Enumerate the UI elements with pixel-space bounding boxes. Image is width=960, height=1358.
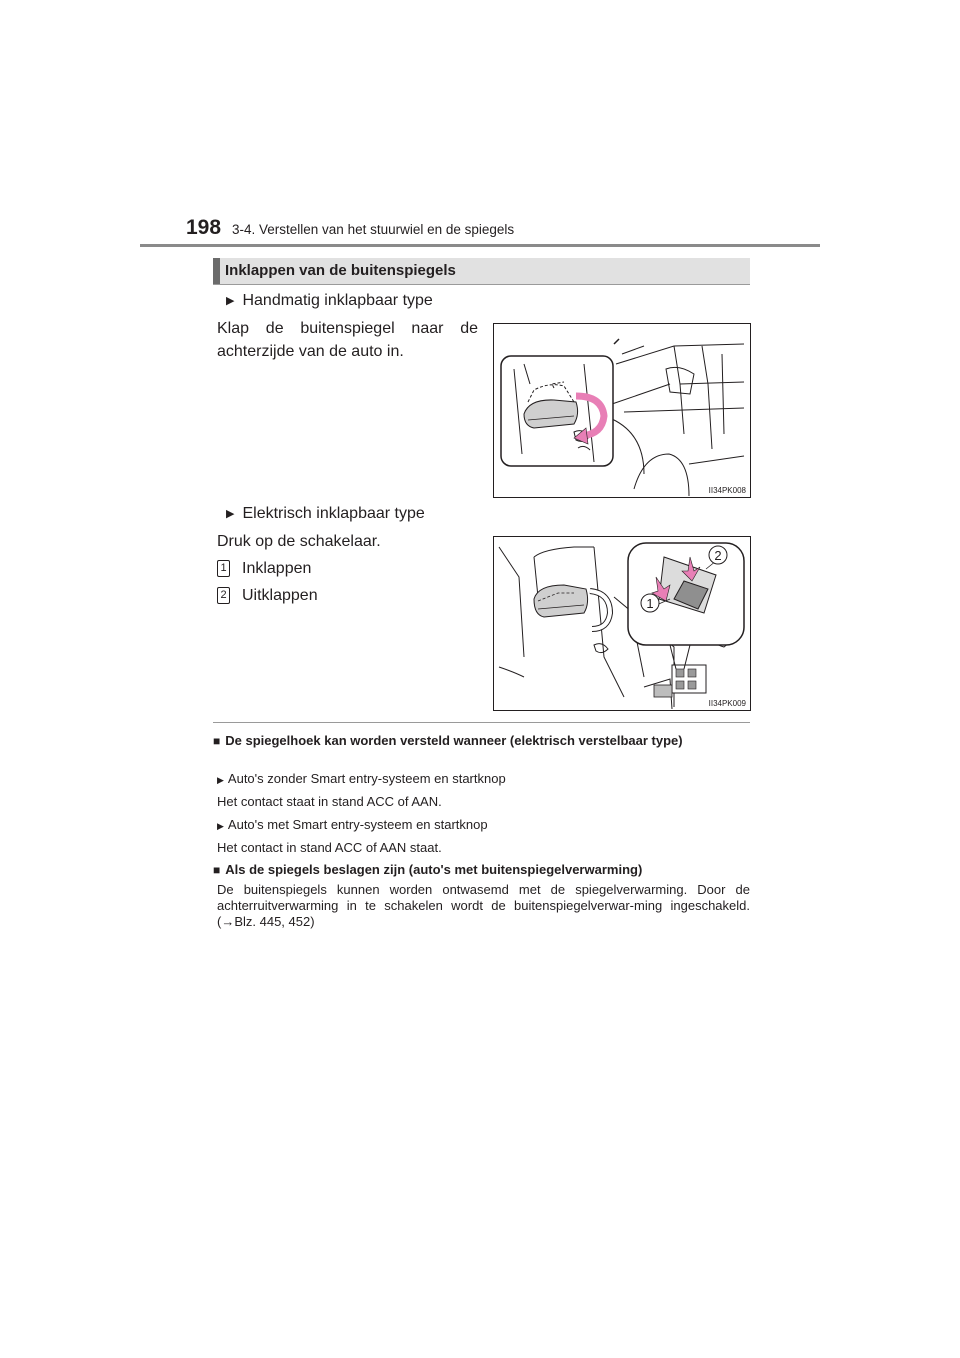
triangle-bullet-icon: ▶	[226, 508, 235, 520]
figure-code: II34PK008	[708, 486, 746, 495]
section-title: Inklappen van de buitenspiegels	[225, 262, 456, 279]
manual-type-instruction-line1: Klap de buitenspiegel naar de	[217, 320, 478, 337]
header-divider	[140, 244, 820, 247]
notes-divider	[213, 722, 750, 723]
callout-number: 1	[646, 596, 654, 611]
callout-2	[709, 546, 727, 564]
manual-fold-illustration	[494, 324, 750, 497]
step-item	[217, 585, 318, 607]
triangle-bullet-icon: ▶	[217, 821, 224, 831]
figure-code: II34PK009	[708, 699, 746, 708]
electric-fold-illustration	[494, 537, 750, 710]
manual-type-instruction-line2: achterzijde van de auto in.	[217, 343, 404, 360]
figure-manual-fold	[493, 323, 751, 498]
square-bullet-icon: ■	[213, 734, 221, 748]
electric-type-heading-text: Elektrisch inklapbaar type	[242, 505, 425, 522]
chapter-title: 3-4. Verstellen van het stuurwiel en de spiegels	[232, 222, 515, 237]
note-text: Het contact in stand ACC of AAN staat.	[217, 840, 442, 855]
step-number-icon: 1	[217, 560, 230, 577]
note-condition	[217, 817, 488, 834]
section-title-bar	[213, 258, 750, 285]
step-label: Inklappen	[242, 560, 312, 577]
note-paragraph: De buitenspiegels kunnen worden ontwasemd met de spiegelverwarming. Door de achterruitverwarming in te schakelen wordt de buitenspiegelverwar-ming ingeschakeld. (→Blz. 445, 452)	[217, 882, 750, 929]
note-condition-text: Auto's met Smart entry-systeem en startknop	[227, 817, 488, 832]
step-number-icon: 2	[217, 587, 230, 604]
triangle-bullet-icon: ▶	[217, 775, 224, 785]
note-title-text: De spiegelhoek kan worden versteld wanneer (elektrisch verstelbaar type)	[225, 733, 683, 748]
step-label: Uitklappen	[242, 587, 318, 604]
triangle-bullet-icon: ▶	[226, 295, 235, 307]
step-item	[217, 558, 311, 580]
note-condition	[217, 771, 506, 788]
electric-type-instruction: Druk op de schakelaar.	[217, 533, 381, 550]
square-bullet-icon: ■	[213, 863, 221, 877]
electric-type-heading	[226, 503, 425, 526]
manual-type-heading	[226, 290, 433, 313]
note-condition-text: Auto's zonder Smart entry-systeem en startknop	[227, 771, 506, 786]
figure-electric-fold	[493, 536, 751, 711]
page-number: 198	[186, 216, 222, 239]
note-text: Het contact staat in stand ACC of AAN.	[217, 794, 442, 809]
note-title-1	[213, 733, 750, 749]
section-accent	[213, 258, 220, 284]
note-title-text: Als de spiegels beslagen zijn (auto's met buitenspiegelverwarming)	[225, 862, 643, 877]
note-title-2	[213, 862, 750, 878]
callout-number: 2	[714, 548, 722, 563]
manual-type-heading-text: Handmatig inklapbaar type	[242, 292, 433, 309]
callout-1	[641, 594, 659, 612]
